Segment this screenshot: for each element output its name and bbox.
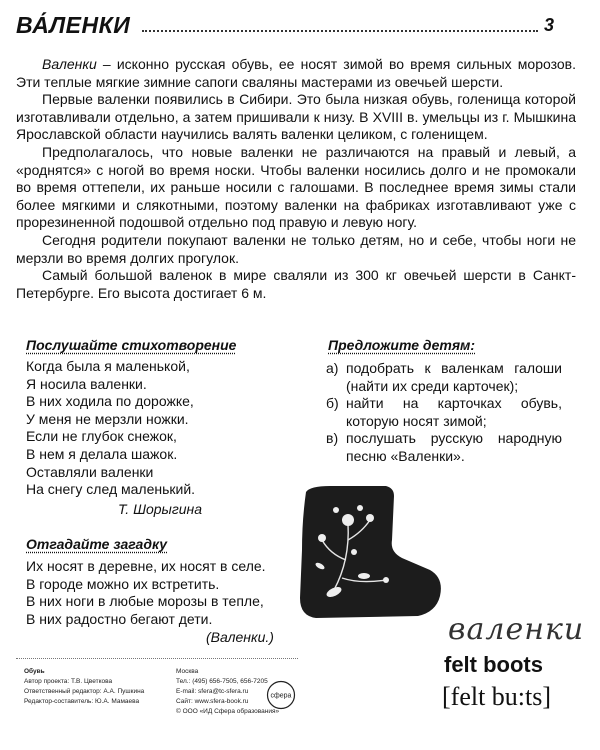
poem-line: В них ходила по дорожке, — [26, 393, 194, 410]
poem-text — [26, 358, 195, 499]
article-paragraph: Валенки – исконно русская обувь, ее носят зимой во время сильных морозов. Эти теплые мягкие зимние сапоги сваляны мастерами из овечьей шерсти. — [16, 56, 576, 90]
article-paragraph: Первые валенки появились в Сибири. Это была низкая обувь, голенища которой изготавливали отдельно, а затем пришивали к низу. В XVIII в. умельцы из г. Мышкина Ярославской области научились валять валенки целиком, с голенищем. — [16, 91, 576, 143]
footer-line-text: Тел.: (495) 656-7505, 656-7205 — [176, 678, 268, 685]
suggest-item — [326, 430, 562, 465]
publisher-logo-text: сфера — [270, 692, 292, 700]
poem-line: У меня не мерзли ножки. — [26, 410, 189, 427]
riddle-line: В городе можно их встретить. — [26, 575, 220, 592]
poem-line: Я носила валенки. — [26, 375, 147, 392]
article-term: Валенки — [42, 56, 97, 72]
poem-line: Если не глубок снежок, — [26, 428, 177, 445]
footer-line-text: Автор проекта: Т.В. Цветкова — [24, 678, 113, 685]
riddle-line: В них радостно бегают дети. — [26, 610, 213, 627]
poem-author: Т. Шорыгина — [118, 501, 203, 517]
footer-line-text: Сайт: www.sfera-book.ru — [176, 698, 249, 705]
poem-line: В нем я делала шажок. — [26, 445, 178, 462]
suggest-list — [326, 360, 562, 466]
suggest-item-letter: а) — [326, 360, 339, 376]
riddle-heading: Отгадайте загадку — [26, 536, 168, 552]
poem-line: Когда была я маленькой, — [26, 358, 190, 374]
riddle-text — [26, 558, 266, 628]
footer-credits — [24, 667, 144, 707]
title-leader-dots — [142, 30, 538, 32]
footer-line-text: © ООО «ИД Сфера образования» — [176, 708, 280, 715]
poem-line: Оставляли валенки — [26, 463, 154, 480]
word-transcription: [felt bu:ts] — [442, 682, 552, 711]
article-paragraph: Самый большой валенок в мире сваляли из 300 кг овечьей шерсти в Санкт-Петербурге. Его высота достигает 6 м. — [16, 267, 576, 301]
suggest-item-letter: б) — [326, 395, 339, 412]
suggest-item — [326, 395, 562, 430]
page-number: 3 — [544, 15, 555, 35]
suggest-item-letter: в) — [326, 430, 339, 447]
footer-divider — [16, 658, 298, 659]
page-title: ВА́ЛЕНКИ — [16, 12, 131, 38]
footer-line-text: Ответственный редактор: А.А. Пушкина — [24, 688, 145, 695]
suggest-item-text: найти на карточках обувь, которую носят зимой; — [346, 395, 562, 429]
poem-heading: Послушайте стихотворение — [26, 337, 237, 353]
suggest-item-text: послушать русскую народную песню «Валенки». — [346, 430, 562, 464]
article-paragraph: Предполагалось, что новые валенки не различаются на правый и левый, а «роднятся» с ногой во время носки. Чтобы валенки носились долго и не промокали во время оттепели, их раньше носили с галошами. В последнее время зимы стали более мягкими и слякотными, поэтому валенки на фабриках изготавливают уже с прорезиненной подошвой отдельно под правую и левую ногу. — [16, 143, 576, 231]
riddle-line: Их носят в деревне, их носят в селе. — [26, 558, 266, 574]
suggest-item — [326, 360, 562, 395]
footer-series: Обувь — [24, 668, 45, 675]
word-english: felt boots — [444, 652, 543, 677]
riddle-answer: (Валенки.) — [206, 629, 274, 645]
poem-line: На снегу след маленький. — [26, 481, 196, 498]
suggest-item-text: подобрать к валенкам галоши (найти их среди карточек); — [346, 360, 562, 394]
article-paragraph: Сегодня родители покупают валенки не только детям, но и себе, чтобы ноги не мерзли во время долгих прогулок. — [16, 231, 576, 266]
footer-line-text: Редактор-составитель: Ю.А. Мамаева — [24, 698, 140, 705]
footer-line-text: E-mail: sfera@tc-sfera.ru — [176, 688, 249, 695]
word-cursive: валенки — [448, 612, 585, 647]
suggest-heading: Предложите детям: — [328, 337, 476, 353]
footer-line-text: Москва — [176, 668, 199, 675]
footer-contacts — [176, 667, 279, 717]
riddle-line: В них ноги в любые морозы в тепле, — [26, 593, 264, 610]
felt-boot-illustration — [290, 480, 450, 630]
article-text — [16, 56, 576, 302]
publisher-logo — [266, 680, 296, 710]
